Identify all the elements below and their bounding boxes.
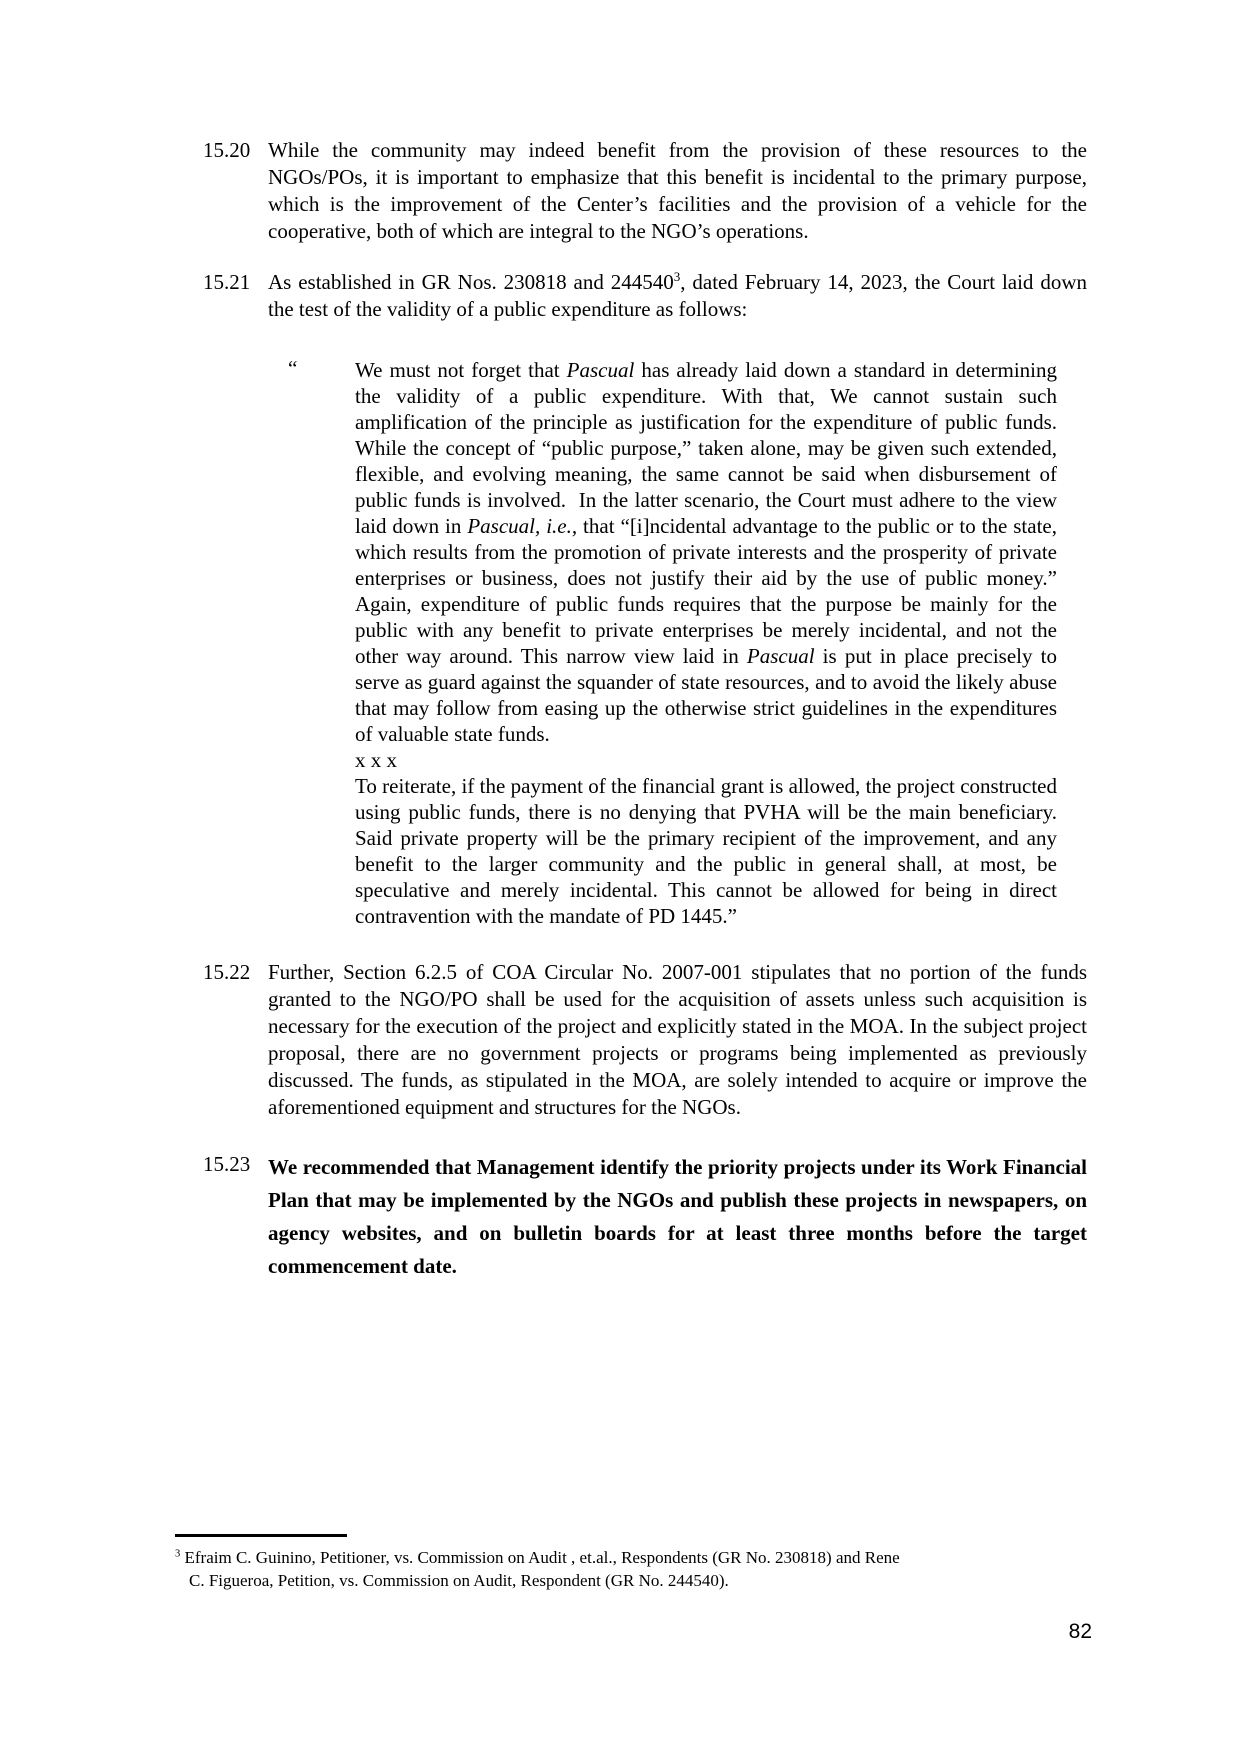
text-run: C. Figueroa, Petition, vs. Commission on Audit, Respondent (GR No. 244540). [189, 1571, 729, 1590]
text-run: is put in place precisely to serve as guard against the squander of state resources, and to avoid the likely abuse that may follow from easing up the otherwise strict guidelines in the expenditures of valuable state funds. [355, 644, 1057, 746]
paragraph-number: 15.23 [203, 1152, 251, 1176]
text-run: While the community may indeed benefit from the provision of these resources to the NGOs/POs, it is important to emphasize that this benefit is incidental to the primary purpose, which is the improvement of the Center’s facilities and the provision of a vehicle for the cooperative, both of which are integral to the NGO’s operations. [268, 138, 1087, 243]
paragraph-text [268, 269, 1087, 323]
paragraph-number: 15.21 [203, 270, 251, 294]
blockquote [288, 356, 1057, 929]
footnote-line [175, 1569, 1105, 1592]
report-body [203, 137, 1087, 1283]
text-run: Pascual [746, 644, 815, 668]
paragraph-text [268, 959, 1087, 1121]
text-run: 3 [673, 269, 681, 284]
text-run: We recommended that Management identify the priority projects under its Work Financial Plan that may be implemented by the NGOs and publish these projects in newspapers, on agency websites, and on bulletin boards for at least three months before the target commencement date. [268, 1155, 1087, 1278]
paragraph-15-20 [203, 137, 1087, 245]
text-run: , dated February 14, 2023, the Court laid down the test of the validity of a public expenditure as follows: [268, 270, 1087, 321]
paragraph-15-22 [203, 959, 1087, 1121]
text-run: We must not forget that [355, 358, 567, 382]
text-run: As established in GR Nos. 230818 and 244540 [268, 270, 674, 294]
paragraph-number: 15.22 [203, 960, 251, 984]
paragraph-text [268, 1151, 1087, 1283]
quote-xxx-separator [355, 747, 1057, 773]
footnote-separator-rule [175, 1534, 347, 1537]
quote-paragraph [355, 773, 1057, 929]
text-run: Pascual, i.e., [467, 514, 578, 538]
text-run: that “[i]ncidental advantage to the public or to the state, which results from the promotion of private interests and the prosperity of private enterprises or business, does not justify their aid by the use of public money.” Again, expenditure of public funds requires that the purpose be mainly for the public with any benefit to private enterprises be merely incidental, and not the other way around. This narrow view laid in [355, 514, 1057, 668]
text-run: Efraim C. Guinino, Petitioner, vs. Commission on Audit , et.al., Respondents (GR No. 230818) and Rene [180, 1548, 900, 1567]
text-run: Further, Section 6.2.5 of COA Circular No. 2007-001 stipulates that no portion of the funds granted to the NGO/PO shall be used for the acquisition of assets unless such acquisition is necessary for the execution of the project and explicitly stated in the MOA. In the subject project proposal, there are no government projects or programs being implemented as previously discussed. The funds, as stipulated in the MOA, are solely intended to acquire or improve the aforementioned equipment and structures for the NGOs. [268, 960, 1087, 1119]
text-run: 3 [175, 1548, 181, 1560]
text-run: To reiterate, if the payment of the financial grant is allowed, the project constructed using public funds, there is no denying that PVHA will be the main beneficiary. Said private property will be the primary recipient of the improvement, and any benefit to the larger community and the public in general shall, at most, be speculative and merely incidental. This cannot be allowed for being in direct contravention with the mandate of PD 1445.” [355, 774, 1057, 928]
paragraph-text [268, 137, 1087, 245]
text-run: x x x [355, 748, 397, 772]
text-run: has already laid down a standard in determining the validity of a public expenditure. With that, We cannot sustain such amplification of the principle as justification for the expenditure of public funds. While the concept of “public purpose,” taken alone, may be given such extended, flexible, and evolving meaning, the same cannot be said when disbursement of public funds is involved. In the latter scenario, the Court must adhere to the view laid down in [355, 358, 1057, 538]
text-run: Pascual [566, 358, 635, 382]
footnote-area [175, 1534, 1105, 1592]
footnote-line [175, 1546, 1105, 1569]
paragraph-number: 15.20 [203, 138, 251, 162]
page-number: 82 [1068, 1620, 1092, 1643]
open-quote-mark: “ [288, 356, 298, 380]
paragraph-15-23-recommendation [203, 1151, 1087, 1283]
quote-paragraph [355, 357, 1057, 747]
paragraph-15-21 [203, 269, 1087, 323]
